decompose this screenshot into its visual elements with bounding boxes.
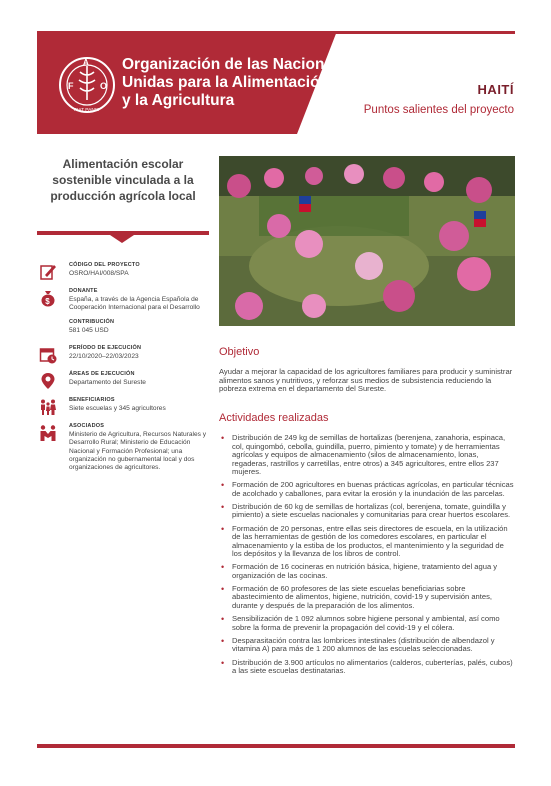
activity-text: Formación de 60 profesores de las siete escuelas beneficiarias sobre abastecimiento de alimentos, higiene, nutrición, covid-19 y supervisión antes, durante y después de la preparación de los alimentos. — [232, 583, 493, 610]
list-item — [219, 503, 515, 520]
fact-project-code — [37, 262, 209, 282]
fact-value: Departamento del Sureste — [69, 378, 146, 386]
list-item — [219, 434, 515, 477]
footer-divider — [37, 744, 515, 748]
activity-text: Distribución de 3.900 artículos no alimentarios (calderos, cuberterías, palés, cubos) a las siete escuelas destinatarias. — [232, 657, 513, 675]
activity-text: Formación de 200 agricultores en buenas prácticas agrícolas, en particular técnicas de acolchado y caballones, para evitar la erosión y la inundación de las parcelas. — [232, 480, 514, 498]
handshake-icon — [39, 424, 57, 442]
activity-text: Distribución de 249 kg de semillas de hortalizas (berenjena, zanahoria, espinaca, col, quingombó, cebolla, guindilla, puerro, pimiento y tomate) y de herramientas agrícolas y equipos de almacenamiento (silos de almacenamiento, lonas, regaderas, rastrillos y carretillas, entre otros) a 345 agricultores, entre ellos 237 mujeres. — [232, 433, 506, 476]
objective-heading: Objetivo — [219, 346, 260, 358]
list-item — [219, 637, 515, 654]
activity-text: Sensibilización de 1 092 alumnos sobre higiene personal y ambiental, así como sobre la forma de prevenir la propagación del covid-19 y el cólera. — [232, 614, 500, 632]
document-subtitle: Puntos salientes del proyecto — [363, 104, 514, 116]
fact-contribution — [37, 319, 209, 339]
org-name-line-1: Organización de las Naciones — [122, 56, 342, 73]
fact-label: ÁREAS DE EJECUCIÓN — [69, 370, 135, 377]
bullet-icon: • — [221, 614, 225, 625]
fact-value: Siete escuelas y 345 agricultores — [69, 404, 166, 412]
list-item — [219, 481, 515, 498]
bullet-icon: • — [221, 523, 225, 534]
activity-text: Formación de 16 cocineras en nutrición básica, higiene, tratamiento del agua y organización de las cocinas. — [232, 562, 498, 580]
fact-value: Ministerio de Agricultura, Recursos Naturales y Desarrollo Rural; Ministerio de Educación Nacional y Formación Profesional; una organización no gubernamental local y dos organizaciones de agricultores. — [69, 430, 207, 472]
fact-label: ASOCIADOS — [69, 422, 105, 429]
money-bag-icon — [39, 289, 57, 307]
org-name-line-3: y la Agricultura — [122, 92, 235, 109]
fact-donor — [37, 288, 209, 313]
activity-text: Distribución de 60 kg de semillas de hortalizas (col, berenjena, tomate, guindilla y pimiento) a siete escuelas nacionales y comunitarias para crear huertos escolares. — [232, 501, 511, 520]
logo-motto: FIAT PANIS — [74, 108, 100, 113]
project-facts — [37, 262, 209, 479]
logo-letter-o: O — [100, 81, 108, 91]
bullet-icon: • — [221, 562, 225, 573]
fact-period — [37, 345, 209, 365]
objective-text: Ayudar a mejorar la capacidad de los agricultores familiares para producir y suministrar alimentos sanos y nutritivos, y reforzar sus medios de subsistencia reduciendo la pobreza extrema en el departamento del Sureste. — [219, 367, 513, 394]
fact-partners — [37, 423, 209, 473]
bullet-icon: • — [221, 583, 225, 594]
bullet-icon: • — [221, 480, 225, 491]
document-edit-icon — [39, 263, 57, 281]
activity-text: Desparasitación contra las lombrices intestinales (distribución de albendazol y vitamina A) para más de 1 200 alumnos de las escuelas seleccionadas. — [232, 635, 495, 654]
title-divider-notch — [110, 235, 134, 243]
bullet-icon: • — [221, 635, 225, 646]
list-item — [219, 585, 515, 611]
list-item — [219, 525, 515, 559]
org-name-line-2: Unidas para la Alimentación — [122, 74, 330, 91]
activities-list — [219, 434, 515, 680]
logo-letter-f: F — [68, 81, 74, 91]
fact-label: DONANTE — [69, 288, 98, 294]
calendar-icon — [39, 346, 57, 364]
fact-area — [37, 371, 209, 391]
photo-illustration — [219, 156, 515, 326]
svg-text:$: $ — [45, 297, 50, 306]
list-item — [219, 659, 515, 676]
people-icon — [39, 398, 57, 416]
project-title: Alimentación escolar sostenible vinculada a la producción agrícola local — [50, 157, 196, 203]
fao-logo-icon — [58, 56, 116, 114]
fact-value: OSRO/HAI/008/SPA — [69, 270, 129, 277]
project-photo — [219, 156, 515, 326]
organization-name — [122, 56, 342, 110]
bullet-icon: • — [221, 433, 225, 443]
fact-label: CÓDIGO DEL PROYECTO — [69, 262, 140, 268]
fact-value: España, a través de la Agencia Española de Cooperación Internacional para el Desarrollo — [69, 296, 200, 312]
activity-text: Formación de 20 personas, entre ellas seis directores de escuela, en la utilización de las herramientas de gestión de los comedores escolares, en particular el almacenamiento y la estiba de los productos, el mantenimiento y la seguridad de los depósitos y la llevanza de los libros de control. — [232, 523, 508, 559]
fact-label: PERÍODO DE EJECUCIÓN — [69, 344, 142, 351]
fact-label: BENEFICIARIOS — [69, 396, 115, 403]
country-title: HAITÍ — [477, 82, 514, 97]
activities-heading: Actividades realizadas — [219, 412, 329, 424]
bullet-icon: • — [221, 501, 225, 512]
list-item — [219, 615, 515, 632]
fact-value: 22/10/2020–22/03/2023 — [69, 352, 139, 360]
fact-label: CONTRIBUCIÓN — [69, 318, 115, 325]
bullet-icon: • — [221, 657, 225, 668]
fact-value: 581 045 USD — [69, 326, 109, 334]
map-pin-icon — [39, 372, 57, 390]
fact-beneficiaries — [37, 397, 209, 417]
list-item — [219, 563, 515, 580]
logo-letter-a: A — [83, 58, 89, 67]
